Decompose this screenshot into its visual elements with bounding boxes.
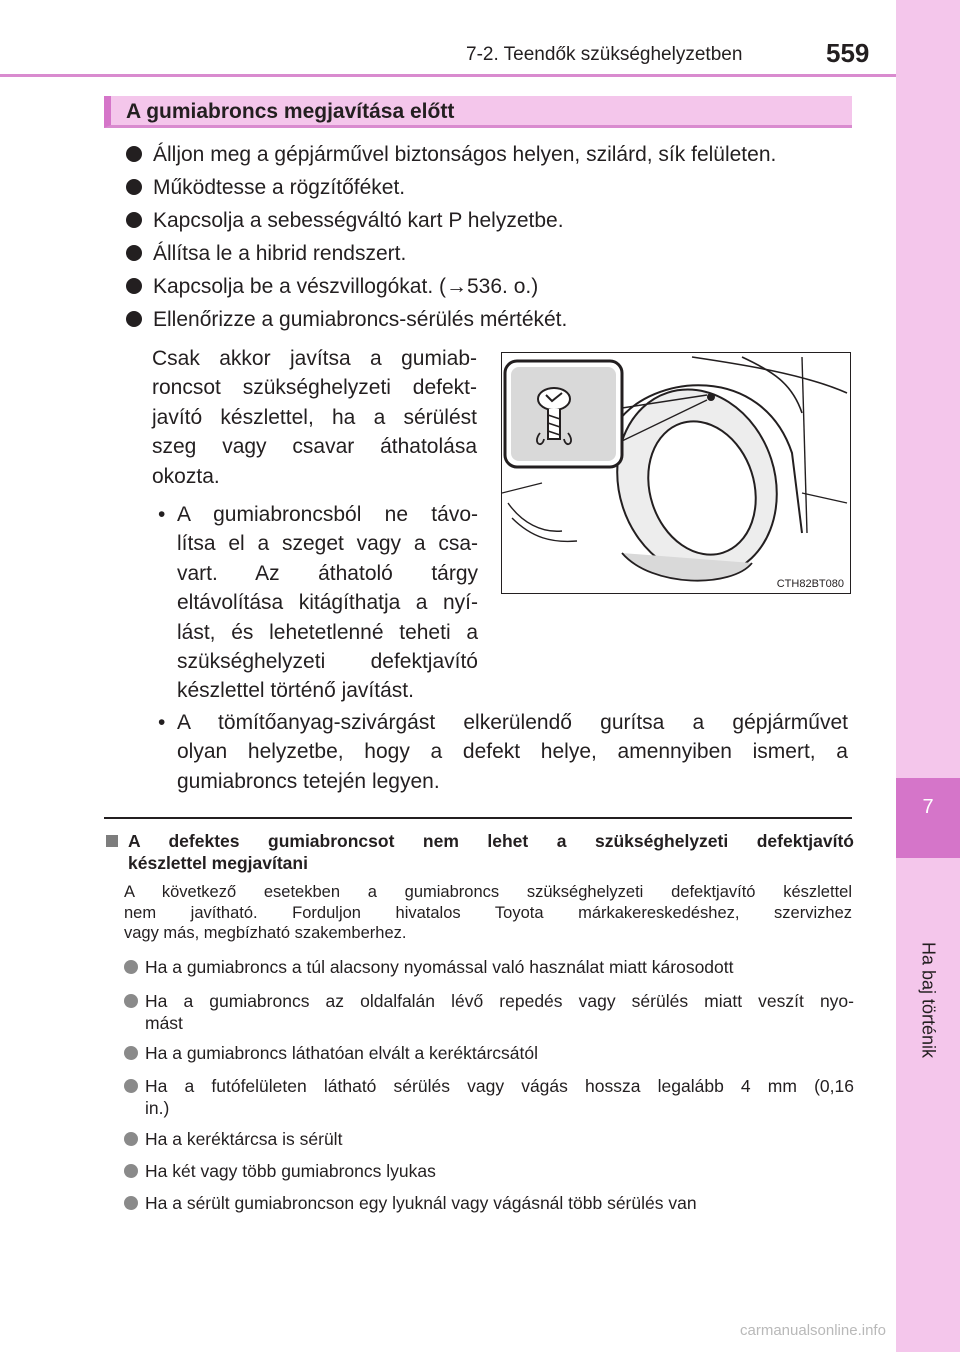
bullet-item: Működtesse a rögzítőféket. xyxy=(126,175,405,201)
figure-code: CTH82BT080 xyxy=(776,578,844,590)
bullet-item: Kapcsolja be a vészvillogókat. (→536. o.) xyxy=(126,274,538,300)
page-number: 559 xyxy=(826,38,870,68)
note-square-icon xyxy=(106,835,118,847)
note-title: A defektes gumiabroncsot nem lehet a szükséghelyzeti defektjavító készlettel megjavítani xyxy=(106,830,854,874)
section-title: A gumiabroncs megjavítása előtt xyxy=(126,100,455,123)
section-divider xyxy=(104,817,852,819)
tire-puncture-figure xyxy=(501,352,851,594)
bullet-icon xyxy=(124,960,138,974)
bullet-icon xyxy=(124,1079,138,1093)
side-tab xyxy=(896,0,960,1352)
screw-in-tire-icon xyxy=(505,361,622,467)
bullet-icon xyxy=(124,1196,138,1210)
header-divider xyxy=(0,74,896,77)
bullet-icon xyxy=(126,245,142,261)
chapter-number: 7 xyxy=(922,796,934,818)
bullet-item: Ellenőrizze a gumiabroncs-sérülés mértékét. xyxy=(126,307,567,333)
bullet-icon xyxy=(126,146,142,162)
bullet-icon xyxy=(124,1164,138,1178)
chapter-title: Ha baj történik xyxy=(918,941,939,1059)
bullet-icon xyxy=(126,212,142,228)
tire-icon xyxy=(593,369,800,592)
bullet-icon xyxy=(124,1132,138,1146)
bullet-icon xyxy=(126,311,142,327)
bullet-item: Kapcsolja a sebességváltó kart P helyzetbe. xyxy=(126,208,564,234)
bullet-item: Álljon meg a gépjárművel biztonságos helyen, szilárd, sík felületen. xyxy=(126,142,776,168)
bullet-item: Állítsa le a hibrid rendszert. xyxy=(126,241,406,267)
section-title-bar xyxy=(104,96,852,128)
note-intro: A következő esetekben a gumiabroncs szükséghelyzeti defektjavító készlettel nem javítható. Forduljon hivatalos Toyota márkakereskedéshez, szervizhez vagy más, megbízható szakemberhez. xyxy=(124,883,852,943)
bullet-icon xyxy=(126,278,142,294)
inspect-paragraph: Csak akkor javítsa a gumiab- roncsot szükséghelyzeti defekt- javító készlettel, ha a sérülést szeg vagy csavar áthatolása okozta. xyxy=(152,347,477,488)
running-header-section: 7-2. Teendők szükséghelyzetben xyxy=(466,44,743,65)
watermark: carmanualsonline.info xyxy=(740,1322,886,1339)
tire-illustration xyxy=(502,353,849,592)
bullet-icon xyxy=(126,179,142,195)
bullet-icon xyxy=(124,1046,138,1060)
bullet-icon xyxy=(124,994,138,1008)
